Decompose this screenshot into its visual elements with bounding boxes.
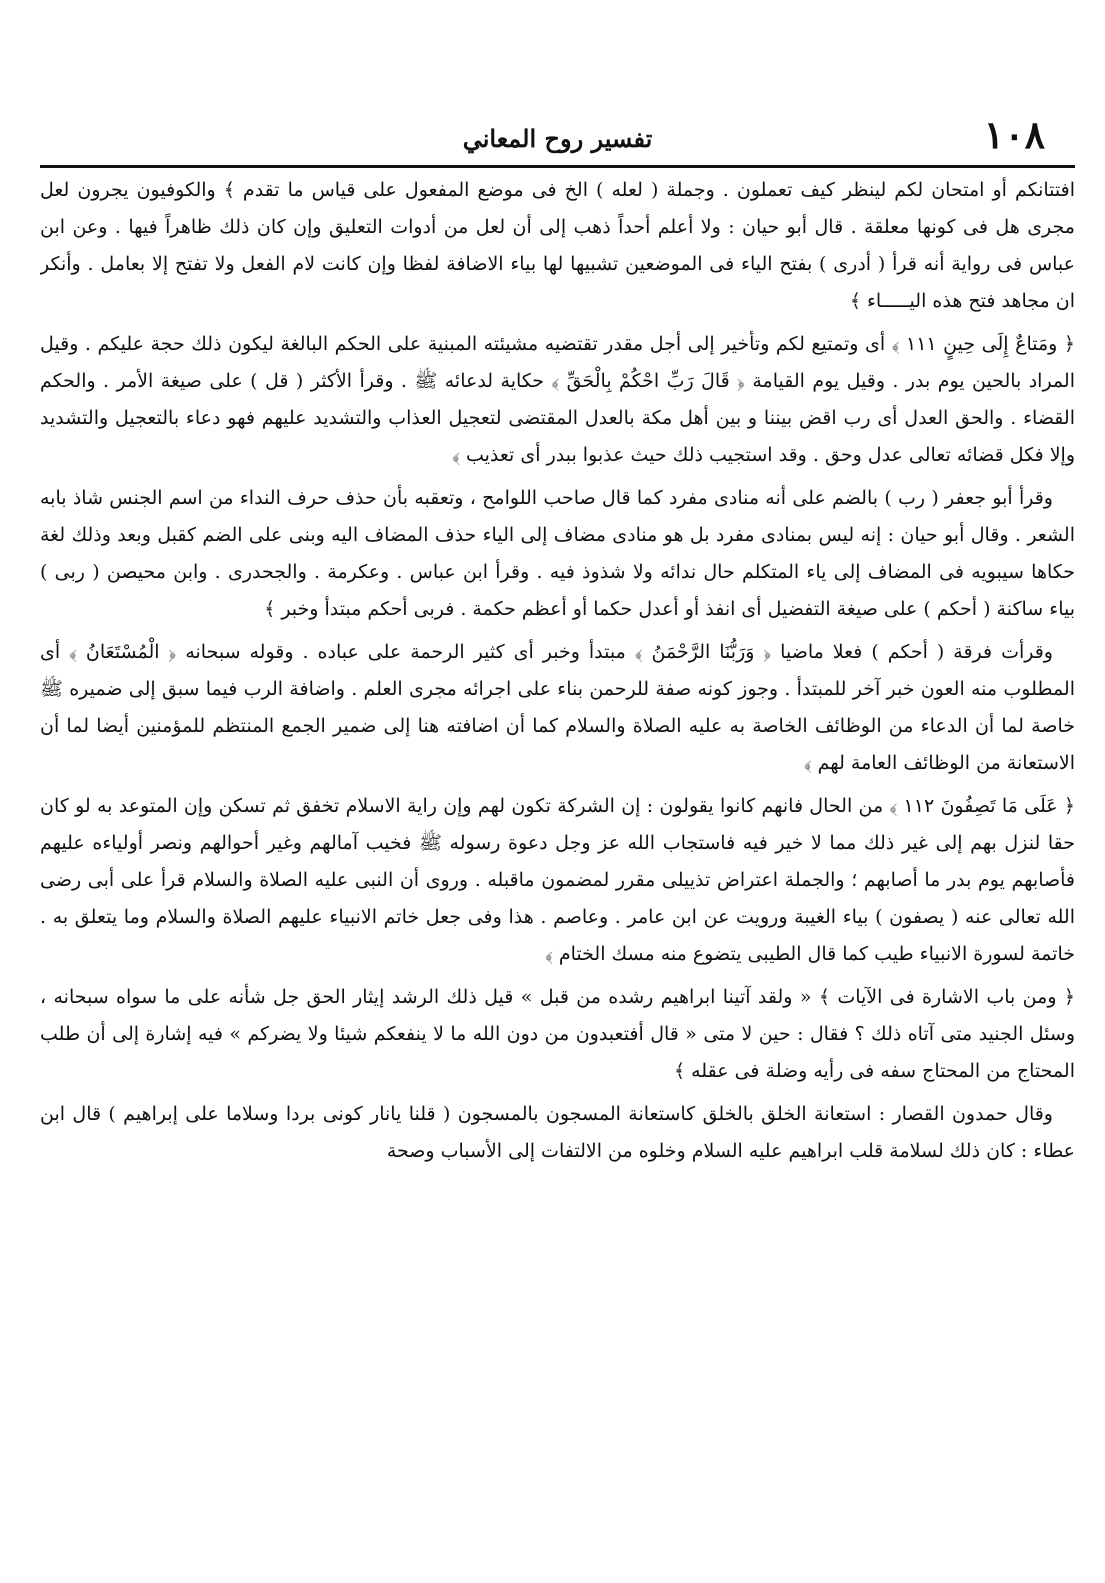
page-body <box>40 172 1075 1562</box>
paragraph: ﴿ ومن باب الاشارة فى الآيات ﴾ « ولقد آتينا ابراهيم رشده من قبل » قيل ذلك الرشد إيثار الحق جل شأنه على ما سواه سبحانه ، وسئل الجنيد متى آتاه ذلك ؟ فقال : حين لا متى « قال أفتعبدون من دون الله ما لا ينفعكم شيئا ولا يضركم » فيه إشارة إلى أن طلب المحتاج من المحتاج سفه فى رأيه وضلة فى عقله ﴾ <box>40 986 1075 1082</box>
paragraph: افتتانكم أو امتحان لكم لينظر كيف تعملون . وجملة ( لعله ) الخ فى موضع المفعول على قياس ما تقدم ﴾ والكوفيون يجرون لعل مجرى هل فى كونها معلقة . قال أبو حيان : ولا أعلم أحداً ذهب إلى أن لعل من أدوات التعليق وإن كان ذلك ظاهراً فيها . وعن ابن عباس فى رواية أنه قرأ ( أدرى ) بفتح الياء فى الموضعين تشبيها لها بياء الاضافة لفظا وإن كانت لام الفعل ولا تفتح إلا بعامل . وأنكر ان مجاهد فتح هذه اليـــــاء ﴾ <box>40 179 1075 312</box>
paragraph: وقال حمدون القصار : استعانة الخلق بالخلق كاستعانة المسجون بالمسجون ( قلنا يانار كونى بردا وسلاما على إبراهيم ) قال ابن عطاء : كان ذلك لسلامة قلب ابراهيم عليه السلام وخلوه من الالتفات إلى الأسباب وصحة <box>40 1103 1075 1162</box>
page-number: ١٠٨ <box>983 112 1045 157</box>
paragraph: ﴿ عَلَى مَا تَصِفُونَ ١١٢ ﴾ من الحال فانهم كانوا يقولون : إن الشركة تكون لهم وإن راية الاسلام تخفق ثم تسكن وإن المتوعد به لو كان حقا لنزل بهم إلى غير ذلك مما لا خير فيه فاستجاب الله عز وجل دعوة رسوله ﷺ فخيب آمالهم وغير أحوالهم ونصر أولياءه عليهم فأصابهم يوم بدر ما أصابهم ؛ والجملة اعتراض تذييلى مقرر لمضمون ماقبله . وروى أن النبى عليه الصلاة والسلام قرأ على أبى رضى الله تعالى عنه ( يصفون ) بياء الغيبة ورويت عن ابن عامر . وعاصم . هذا وفى جعل خاتم الانبياء عليهم الصلاة والسلام وما يتعلق به . خاتمة لسورة الانبياء طيب كما قال الطيبى يتضوع منه مسك الختام ﴾ <box>40 795 1075 965</box>
paragraph: وقرأت فرقة ( أحكم ) فعلا ماضيا ﴿ وَرَبُّنَا الرَّحْمَنُ ﴾ مبتدأ وخبر أى كثير الرحمة على عباده . وقوله سبحانه ﴿ الْمُسْتَعَانُ ﴾ أى المطلوب منه العون خبر آخر للمبتدأ . وجوز كونه صفة للرحمن بناء على اجرائه مجرى العلم . واضافة الرب فيما سبق إلى ضميره ﷺ خاصة لما أن الدعاء من الوظائف الخاصة به عليه الصلاة والسلام كما أن اضافته هنا إلى ضمير الجمع المنتظم للمؤمنين أيضا لما أن الاستعانة من الوظائف العامة لهم ﴾ <box>40 641 1075 774</box>
paragraph: ﴿ ومَتاعٌ إِلَى حِينٍ ١١١ ﴾ أى وتمتيع لكم وتأخير إلى أجل مقدر تقتضيه مشيئته المبنية على الحكم البالغة ليكون ذلك حجة عليكم . وقيل المراد بالحين يوم بدر . وقيل يوم القيامة ﴿ قَالَ رَبِّ احْكُمْ بِالْحَقِّ ﴾ حكاية لدعائه ﷺ . وقرأ الأكثر ( قل ) على صيغة الأمر . والحكم القضاء . والحق العدل أى رب اقض بيننا و بين أهل مكة بالعدل المقتضى لتعجيل العذاب والتشديد عليهم فهو دعاء بالتعجيل والتشديد وإلا فكل قضائه تعالى عدل وحق . وقد استجيب ذلك حيث عذبوا ببدر أى تعذيب ﴾ <box>40 333 1075 466</box>
paragraph: وقرأ أبو جعفر ( رب ) بالضم على أنه منادى مفرد كما قال صاحب اللوامح ، وتعقبه بأن حذف حرف النداء من اسم الجنس شاذ بابه الشعر . وقال أبو حيان : إنه ليس بمنادى مفرد بل هو منادى مضاف إلى الياء حذف المضاف اليه وبنى على الضم كقبل وبعد وذلك لغة حكاها سيبويه فى المضاف إلى ياء المتكلم حال ندائه ولا شذوذ فيه . وقرأ ابن عباس . وعكرمة . والجحدرى . وابن محيصن ( ربى ) بياء ساكنة ( أحكم ) على صيغة التفضيل أى انفذ أو أعدل حكما أو أعظم حكمة . فربى أحكم مبتدأ وخبر ﴾ <box>40 487 1075 620</box>
page-header <box>40 112 1075 164</box>
header-divider <box>40 165 1075 168</box>
running-title: تفسير روح المعاني <box>462 124 653 153</box>
